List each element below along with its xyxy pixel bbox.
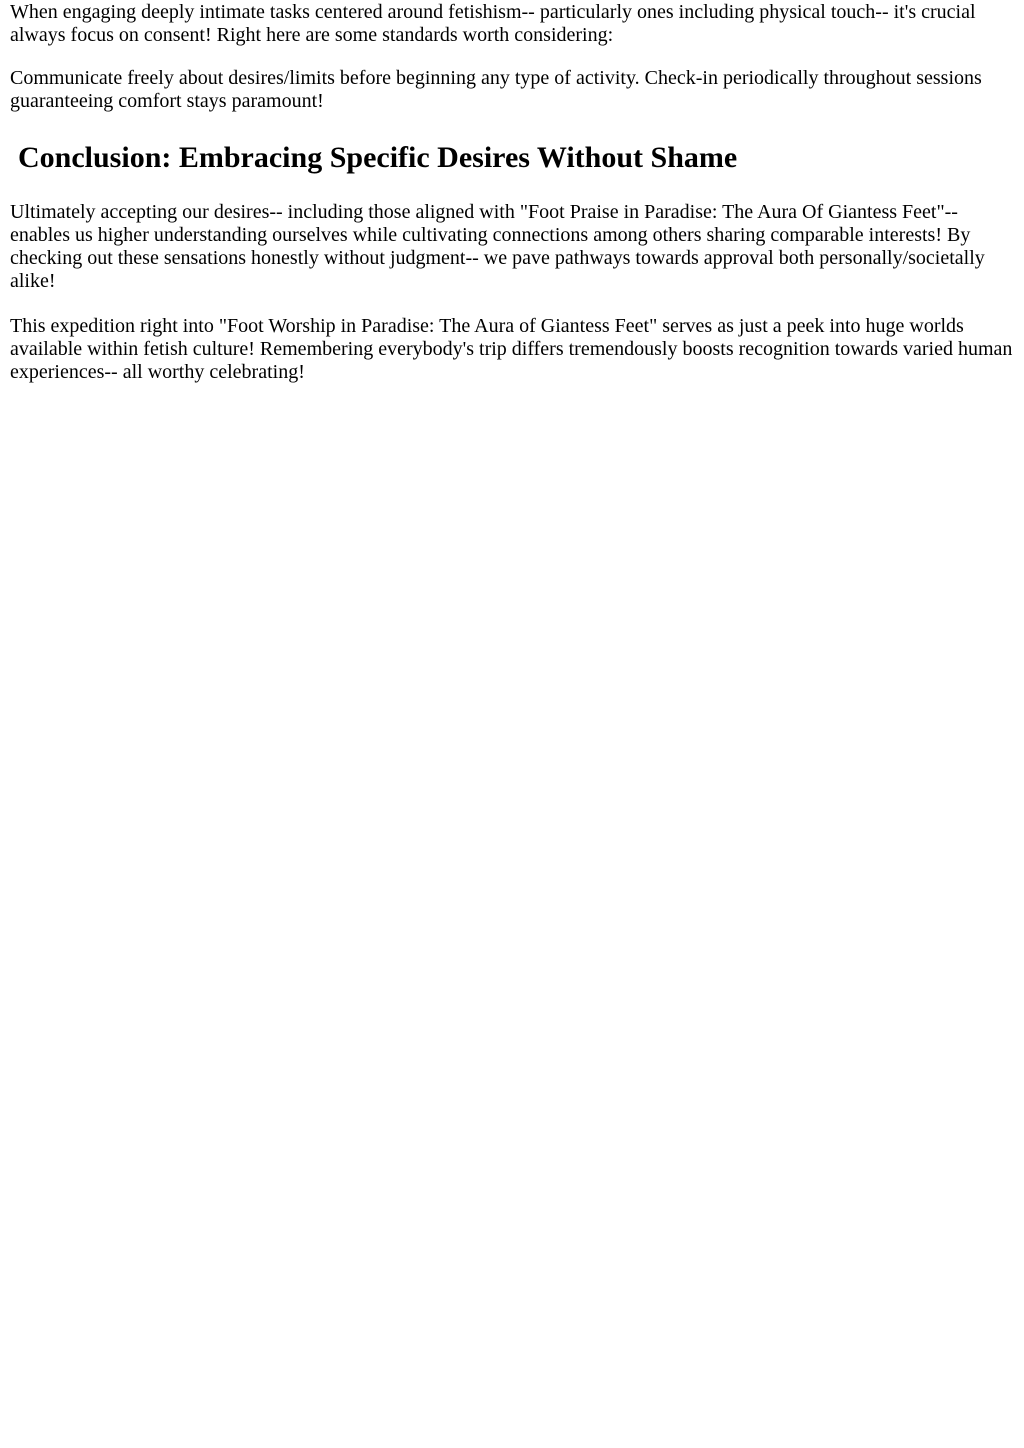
consent-intro-paragraph: When engaging deeply intimate tasks centered around fetishism-- particularly ones including physical touch-- it's crucial always focus on consent! Right here are some standards worth considering: [10,1,976,46]
communication-paragraph: Communicate freely about desires/limits before beginning any type of activity. Check-in periodically throughout sessions guaranteeing comfort stays paramount! [10,67,982,112]
conclusion-paragraph: Ultimately accepting our desires-- including those aligned with "Foot Praise in Paradise: The Aura Of Giantess Feet"-- enables us higher understanding ourselves while cultivating connections among others sharing comparable interests! By checking out these sensations honestly without judgment-- we pave pathways towards approval both personally/societally alike! [10,201,985,292]
closing-paragraph: This expedition right into "Foot Worship in Paradise: The Aura of Giantess Feet" serves as just a peek into huge worlds available within fetish culture! Remembering everybody's trip differs tremendously boosts recognition towards varied human experiences-- all worthy celebrating! [10,315,1013,383]
conclusion-heading: Conclusion: Embracing Specific Desires Without Shame [18,141,738,174]
